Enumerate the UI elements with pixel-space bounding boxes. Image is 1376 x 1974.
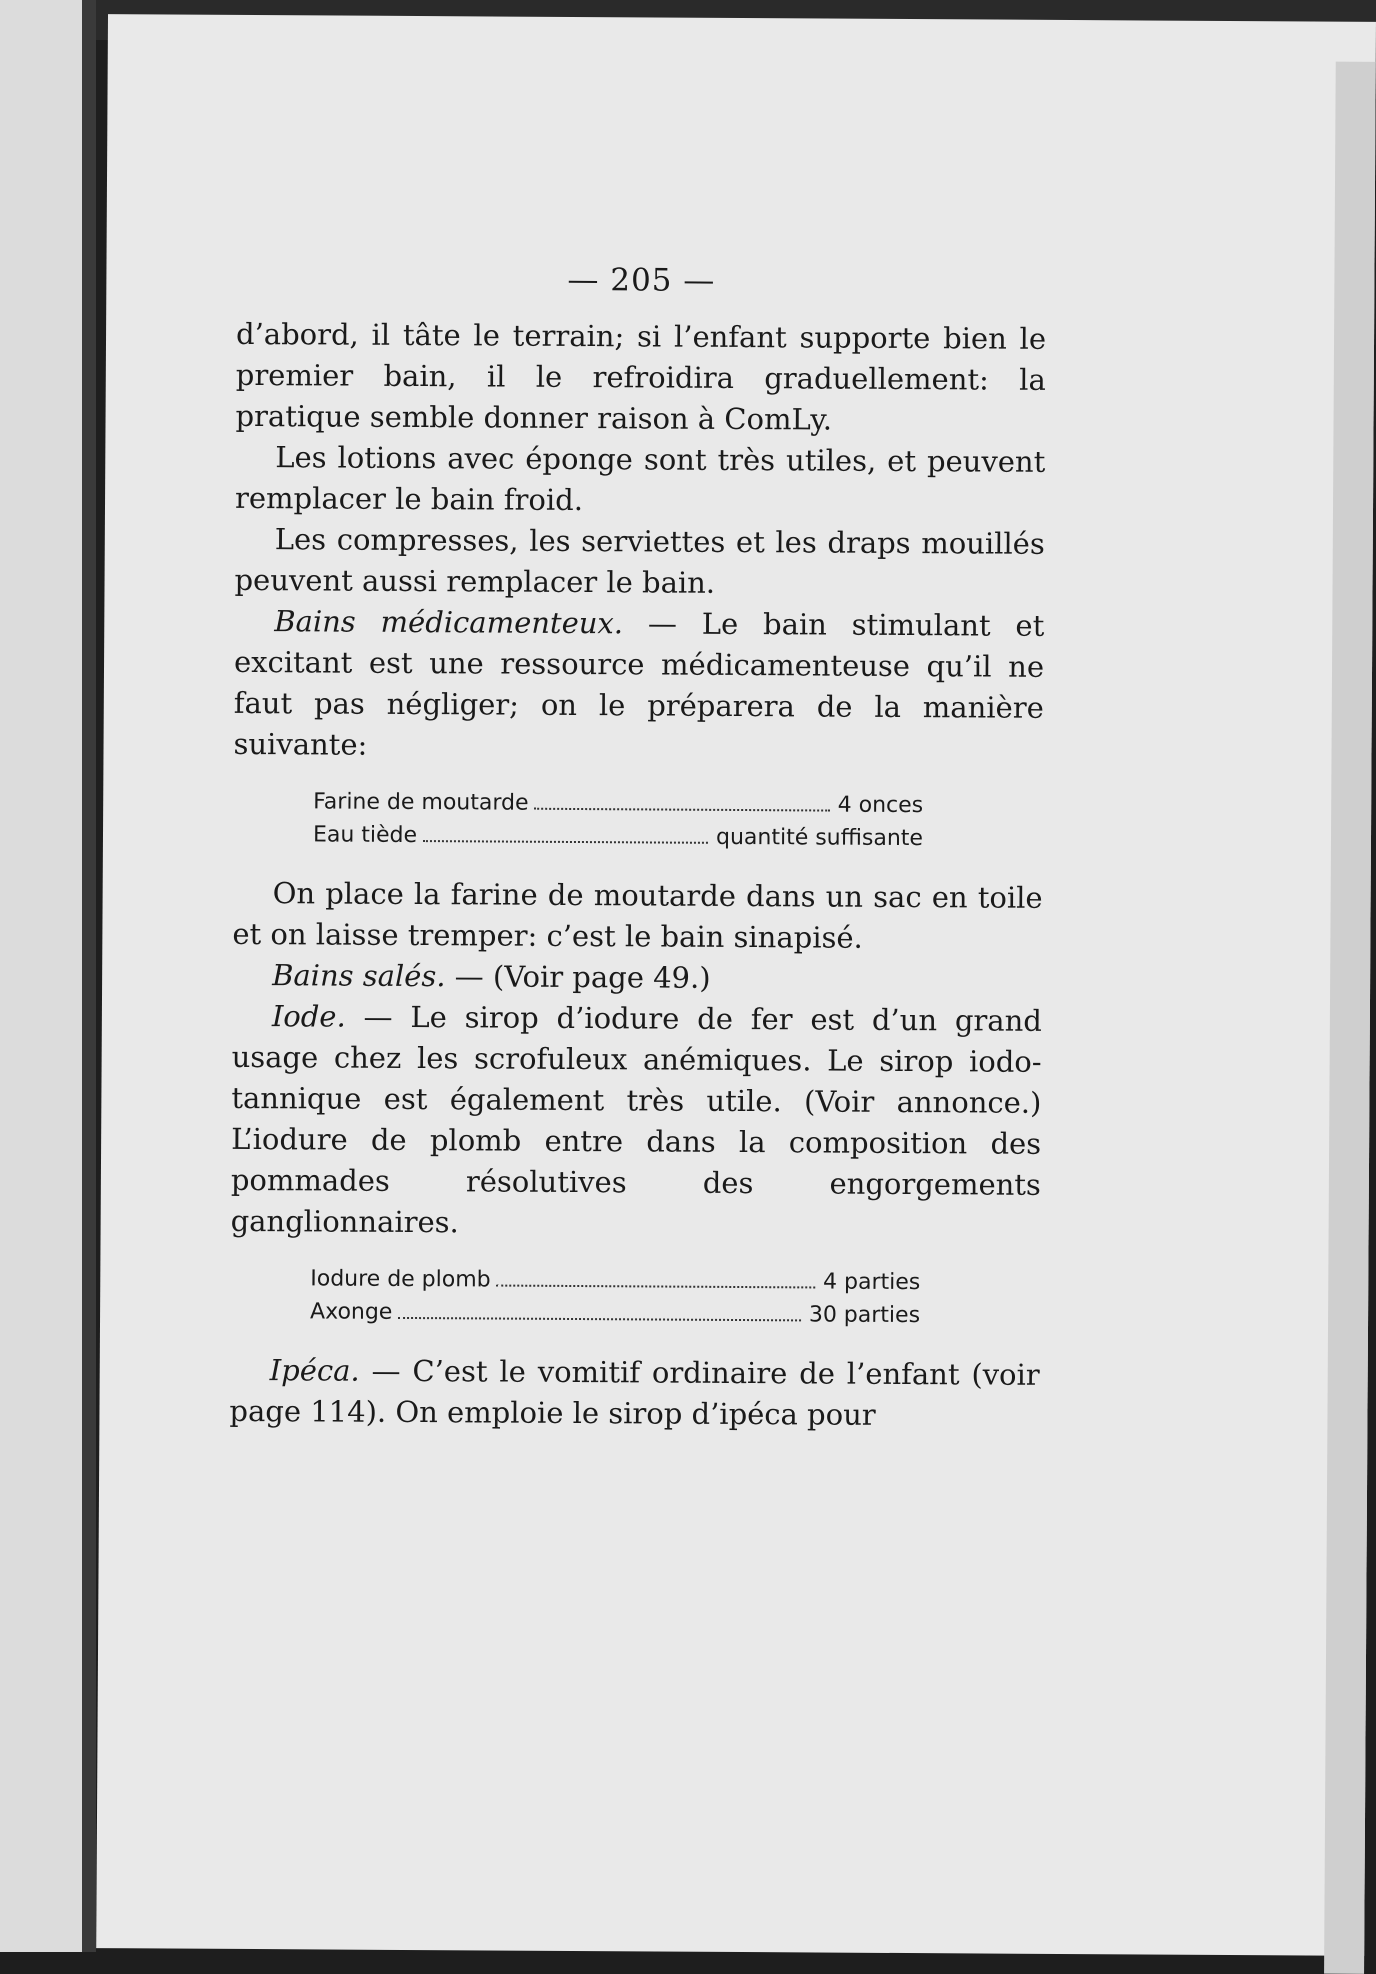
ingredient-name: Iodure de plomb bbox=[310, 1266, 491, 1293]
left-page-edge bbox=[0, 0, 96, 1952]
leader-dots bbox=[497, 1285, 815, 1289]
recipe-row bbox=[313, 818, 923, 855]
recipe-row bbox=[310, 1295, 920, 1332]
paragraph-ipeca bbox=[229, 1350, 1039, 1437]
heading-ipeca: Ipéca. bbox=[269, 1353, 360, 1388]
page-content bbox=[229, 260, 1046, 1437]
recipe-iodure bbox=[310, 1262, 920, 1332]
page-right-margin bbox=[1324, 62, 1376, 1974]
binding-shadow bbox=[82, 0, 96, 1952]
ingredient-name: Axonge bbox=[310, 1299, 393, 1325]
leader-dots bbox=[398, 1317, 800, 1321]
ingredient-quantity: 4 onces bbox=[837, 792, 924, 819]
text-ipeca: — C’est le vomitif ordinaire de l’enfant (voir page 114). On emploie le sirop d’ipéca pour bbox=[229, 1353, 1040, 1432]
ingredient-quantity: quantité suffisante bbox=[715, 824, 924, 852]
paragraph-lotions: Les lotions avec éponge sont très utiles, et peuvent remplacer le bain froid. bbox=[234, 440, 1046, 518]
ingredient-name: Eau tiède bbox=[312, 822, 418, 849]
heading-iode: Iode. bbox=[271, 999, 346, 1034]
leader-dots bbox=[423, 840, 708, 844]
ingredient-quantity: 4 parties bbox=[822, 1269, 921, 1296]
ingredient-name: Farine de moutarde bbox=[313, 789, 529, 816]
paragraph-bains-sales bbox=[232, 955, 1042, 1001]
recipe-row bbox=[310, 1262, 920, 1299]
page-number: — 205 — bbox=[567, 261, 716, 299]
paragraph-dabord: d’abord, il tâte le terrain; si l’enfant supporte bien le premier bain, il le refroidira graduellement: la pratique semble donner raison à ComLy. bbox=[235, 316, 1047, 437]
text-bains-medicamenteux: — Le bain stimulant et excitant est une ressource médicamenteuse qu’il ne faut pas négliger; on le préparera de la manière suivante: bbox=[233, 606, 1045, 762]
recipe-row bbox=[313, 785, 923, 822]
paragraph-sinapise: On place la farine de moutarde dans un sac en toile et on laisse tremper: c’est le bain sinapisé. bbox=[232, 876, 1043, 955]
recipe-moutarde bbox=[313, 785, 923, 855]
heading-bains-sales: Bains salés. bbox=[272, 958, 446, 994]
paragraph-compresses: Les compresses, les serviettes et les draps mouillés peuvent aussi remplacer le bain. bbox=[234, 522, 1045, 600]
text-iode: — Le sirop d’iodure de fer est d’un grand usage chez les scrofuleux anémiques. Le sirop iodo-tannique est également très utile. (Voir annonce.) L’iodure de plomb entre dans la composition des pommades résolutives des engorgements ganglionnaires. bbox=[230, 999, 1042, 1240]
leader-dots bbox=[535, 808, 830, 812]
paragraph-bains-medicamenteux bbox=[233, 601, 1044, 770]
text-bains-sales: — (Voir page 49.) bbox=[445, 959, 711, 995]
paragraph-iode bbox=[231, 996, 1042, 1247]
ingredient-quantity: 30 parties bbox=[808, 1302, 921, 1329]
heading-bains-medicamenteux: Bains médicamenteux. bbox=[274, 604, 624, 641]
book-page bbox=[96, 14, 1376, 1956]
